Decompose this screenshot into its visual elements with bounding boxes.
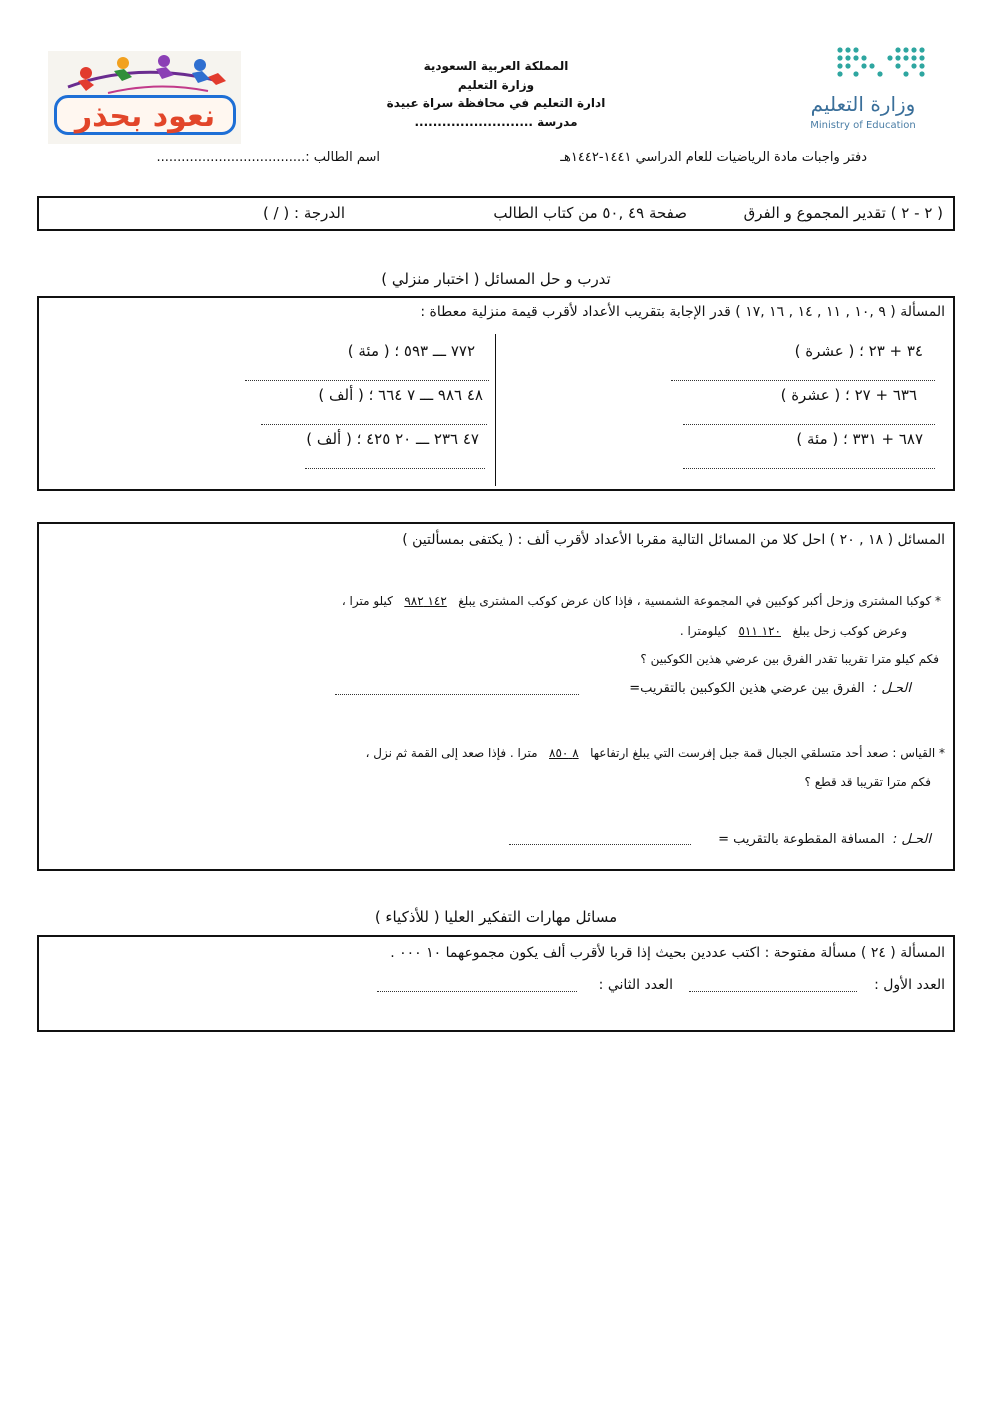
- notebook-title: دفتر واجبات مادة الرياضيات للعام الدراسي ١٤٤١-١٤٤٢هـ: [560, 150, 867, 165]
- logo-text: نعود بحذر: [54, 95, 236, 135]
- student-name-field[interactable]: اسم الطالب :....................................: [156, 150, 380, 165]
- second-number-label: العدد الثاني :: [598, 977, 673, 993]
- lesson-title: ( ٢ - ٢ ) تقدير المجموع و الفرق: [743, 204, 943, 222]
- header-administration: ادارة التعليم في محافظة سراة عبيدة: [386, 96, 606, 110]
- answer-line[interactable]: [261, 424, 487, 425]
- header-ministry: وزارة التعليم: [457, 78, 535, 92]
- grade-field[interactable]: الدرجة : ( / ): [262, 204, 345, 222]
- answer-line[interactable]: [335, 694, 579, 695]
- section1-instruction: المسألة ( ٩ ,١٠ , ١١ , ١٤ , ١٦ ,١٧ ) قدر الإجابة بتقريب الأعداد لأقرب قيمة منزلية معطاة :: [420, 304, 945, 320]
- section3-box: [37, 935, 955, 1032]
- section1-box: [37, 296, 955, 491]
- second-number-input[interactable]: [377, 991, 577, 992]
- section2-box: [37, 522, 955, 871]
- left-item: ٤٧ ٢٣٦ ـــ ٢٠ ٤٢٥ ؛ ( ألف ): [306, 430, 479, 448]
- right-item: ٦٣٦ + ٢٧ ؛ ( عشرة ): [780, 386, 917, 404]
- section1-heading: تدرب و حل المسائل ( اختبار منزلي ): [381, 270, 611, 288]
- problem2-solution: الحـل : المسافة المقطوعة بالتقريب =: [718, 832, 931, 847]
- jupiter-width: ١٤٢ ٩٨٢: [404, 594, 447, 608]
- answer-line[interactable]: [683, 424, 935, 425]
- problem2-line1: * القياس : صعد أحد متسلقي الجبال قمة جبل إفرست التي يبلغ ارتفاعها ٨ ٨٥٠ مترا . فإذا صعد إلى القمة ثم نزل ،: [365, 746, 945, 760]
- answer-line[interactable]: [509, 844, 691, 845]
- lesson-bar: [37, 196, 955, 231]
- section2-instruction: المسائل ( ١٨ , ٢٠ ) احل كلا من المسائل التالية مقربا الأعداد لأقرب ألف : ( يكتفى بمسألتين ): [402, 532, 945, 548]
- problem1-solution: الحـل : الفرق بين عرضي هذين الكوكبين بالتقريب=: [629, 681, 911, 696]
- right-item: ٦٨٧ + ٣٣١ ؛ ( مئة ): [796, 430, 923, 448]
- answer-line[interactable]: [245, 380, 489, 381]
- column-divider: [495, 334, 496, 486]
- problem1-line1: * كوكبا المشترى وزحل أكبر كوكبين في المجموعة الشمسية ، فإذا كان عرض كوكب المشترى يبلغ ١٤٢ ٩٨٢ كيلو مترا ،: [341, 594, 941, 608]
- problem1-question: فكم كيلو مترا تقريبا تقدر الفرق بين عرضي هذين الكوكبين ؟: [640, 652, 939, 666]
- section3-instruction: المسألة ( ٢٤ ) مسألة مفتوحة : اكتب عددين بحيث إذا قربا لأقرب ألف يكون مجموعهما ١٠ ٠٠٠ .: [390, 945, 945, 961]
- problem2-question: فكم مترا تقريبا قد قطع ؟: [804, 775, 931, 789]
- saturn-width: ١٢٠ ٥١١: [738, 624, 781, 638]
- answer-line[interactable]: [305, 468, 485, 469]
- moe-dots-icon: [778, 44, 948, 84]
- left-logo: [48, 51, 241, 144]
- moe-logo: [778, 44, 948, 136]
- left-item: ٤٨ ٩٨٦ ـــ ٧ ٦٦٤ ؛ ( ألف ): [318, 386, 483, 404]
- lesson-pages: صفحة ٤٩ ,٥٠ من كتاب الطالب: [493, 204, 687, 222]
- first-number-label: العدد الأول :: [874, 977, 945, 993]
- header-country: المملكة العربية السعودية: [423, 59, 569, 73]
- problem1-line2: وعرض كوكب زحل يبلغ ١٢٠ ٥١١ كيلومترا .: [679, 624, 907, 638]
- moe-arabic: وزارة التعليم: [810, 92, 916, 116]
- section3-heading: مسائل مهارات التفكير العليا ( للأذكياء ): [374, 908, 618, 926]
- moe-english: Ministry of Education: [810, 120, 916, 131]
- right-item: ٣٤ + ٢٣ ؛ ( عشرة ): [794, 342, 923, 360]
- first-number-input[interactable]: [689, 991, 857, 992]
- header-school: مدرسة ..........................: [414, 115, 578, 129]
- answer-line[interactable]: [671, 380, 935, 381]
- left-item: ٧٧٢ ـــ ٥٩٣ ؛ ( مئة ): [347, 342, 475, 360]
- answer-line[interactable]: [683, 468, 935, 469]
- everest-height: ٨ ٨٥٠: [549, 746, 579, 760]
